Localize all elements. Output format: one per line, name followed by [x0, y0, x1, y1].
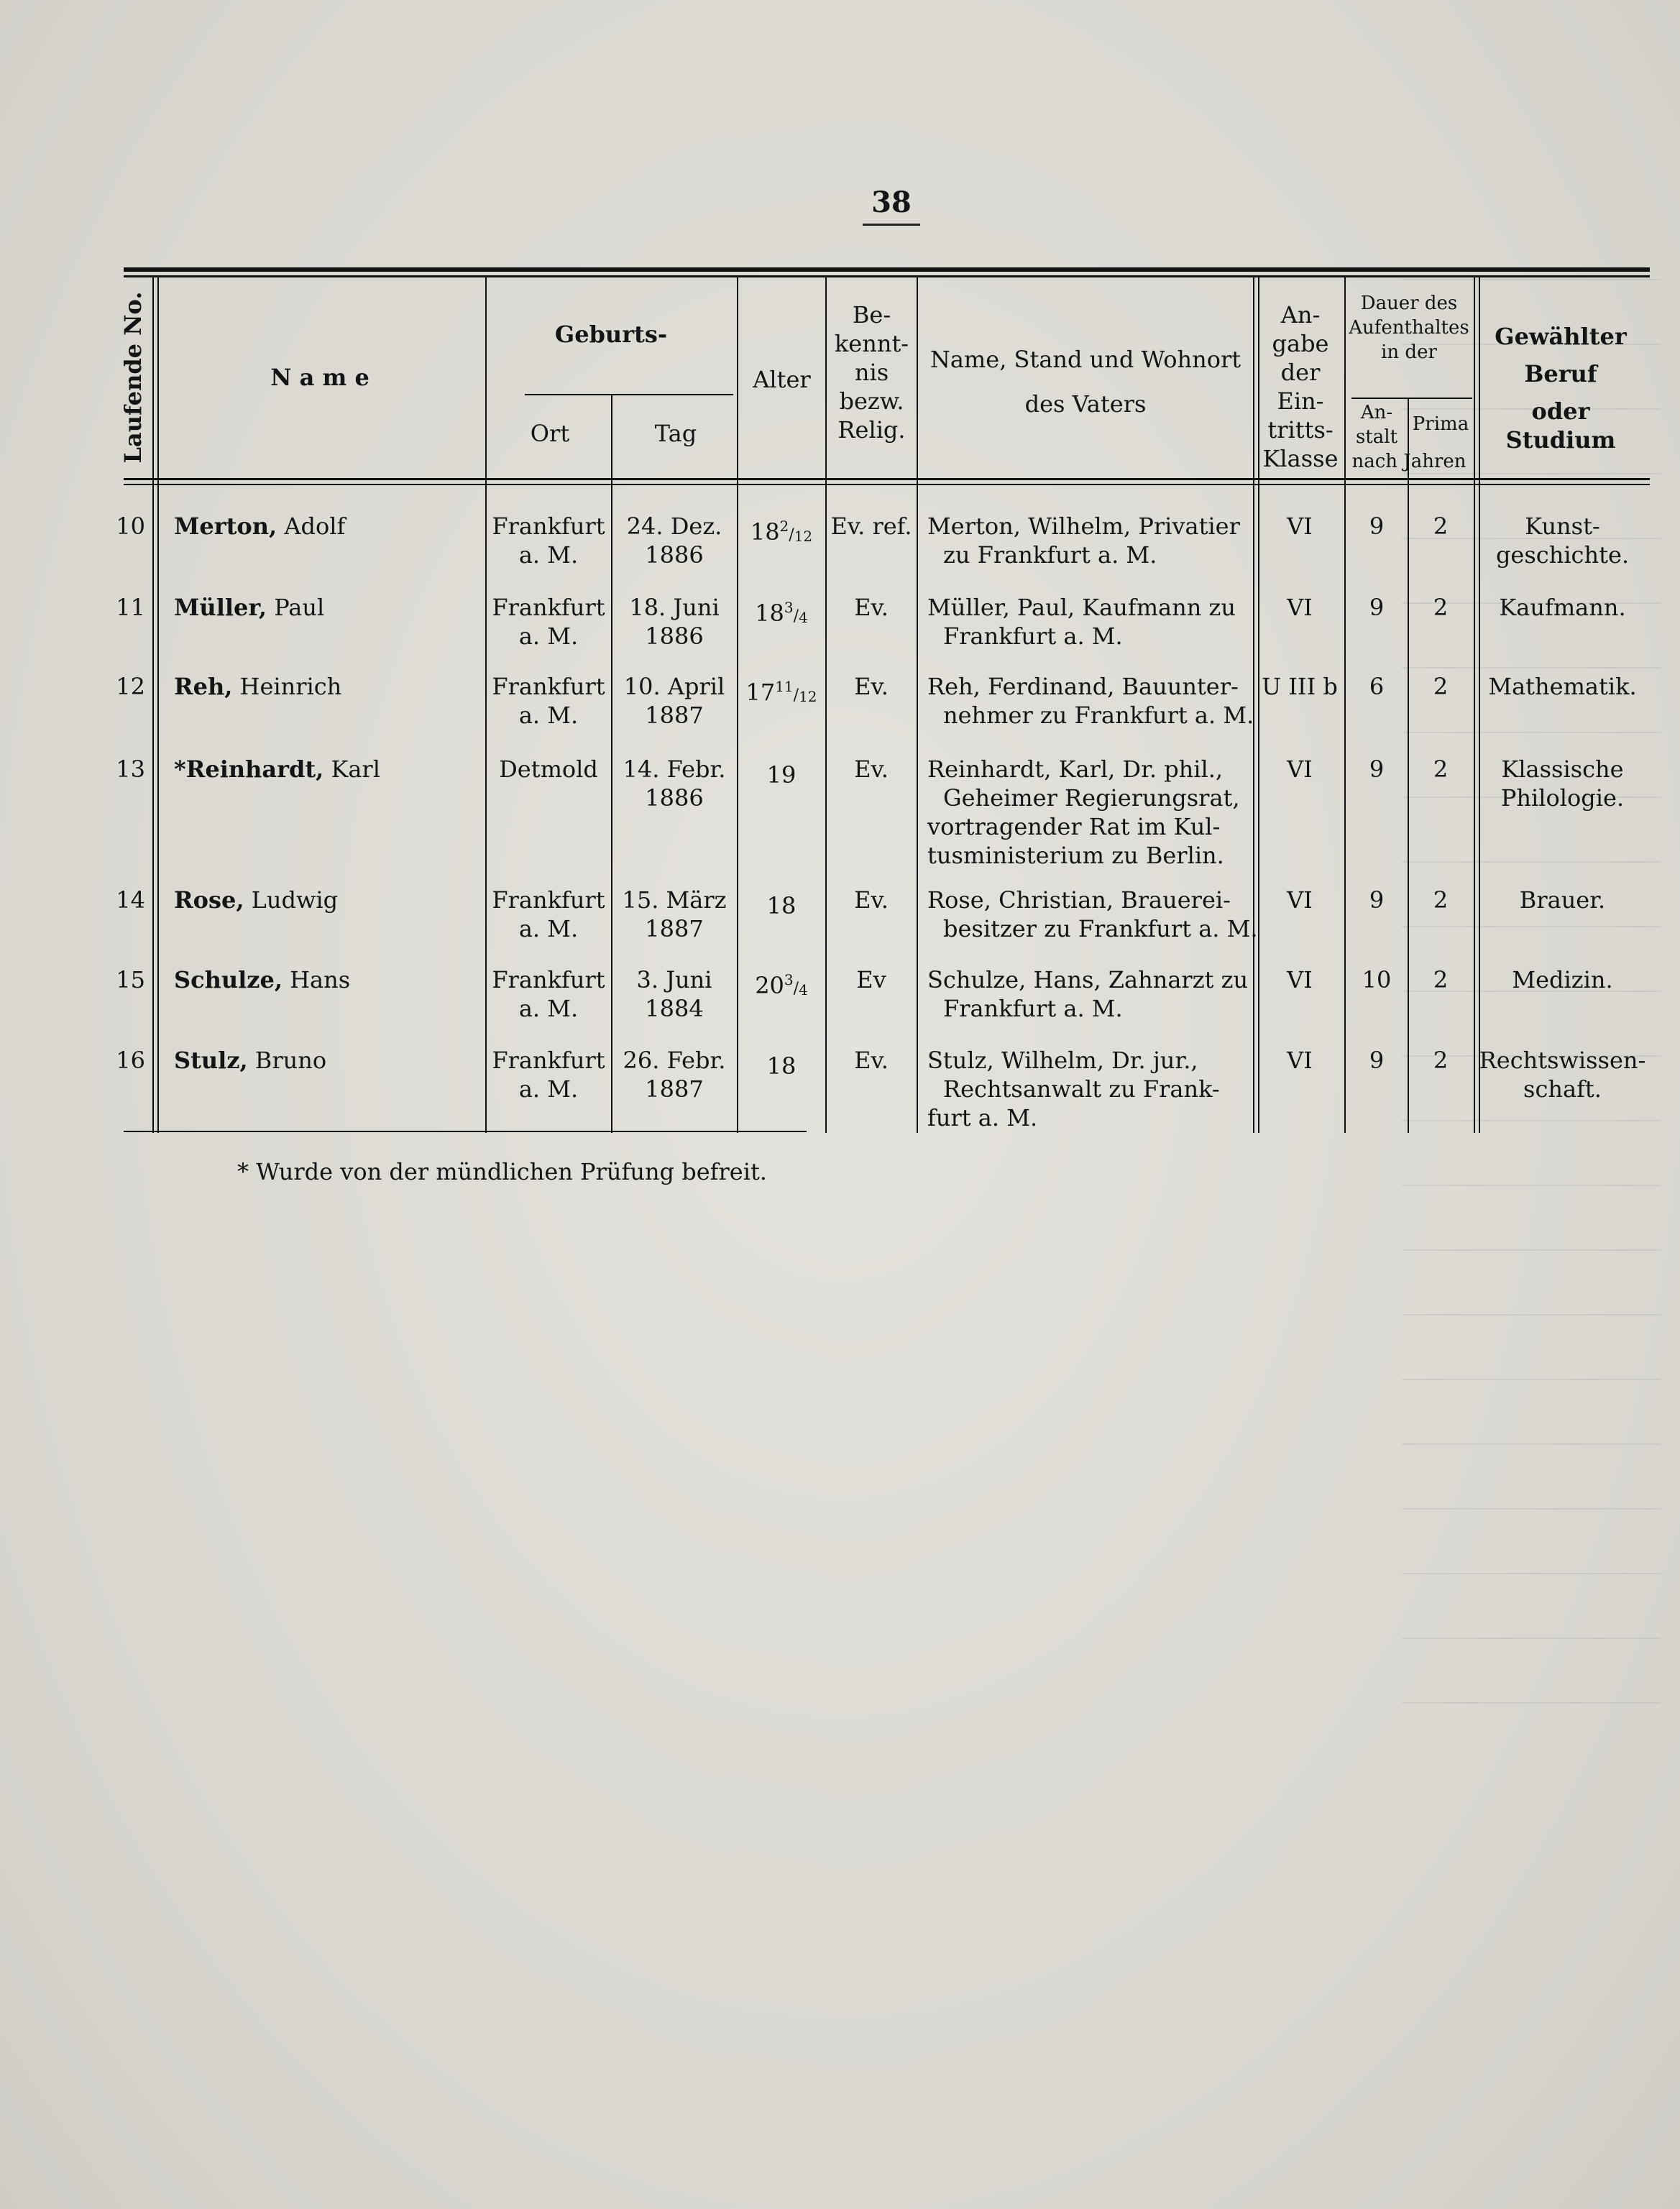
entry-class: VI: [1287, 513, 1313, 540]
student-name: Reh, Heinrich: [174, 673, 342, 700]
age-fraction-den: 12: [794, 528, 813, 545]
header-alter: Alter: [753, 366, 811, 393]
religion: Ev. ref.: [830, 513, 912, 540]
age-fraction-den: 12: [799, 688, 817, 705]
years-prima: 2: [1433, 513, 1449, 540]
birth-place: Detmold: [499, 756, 598, 783]
student-name: Merton, Adolf: [174, 513, 346, 540]
student-name: Rose, Ludwig: [174, 886, 339, 914]
header-bekenntnis: Be- kennt- nis bezw. Relig.: [834, 301, 909, 444]
row-number: 15: [116, 966, 145, 993]
birth-date: 26. Febr. 1887: [623, 1047, 726, 1103]
years-prima: 2: [1433, 756, 1449, 783]
age-fraction-slash: /: [793, 980, 799, 998]
header-vater: Name, Stand und Wohnort des Vaters: [929, 346, 1241, 418]
chosen-profession: Brauer.: [1519, 886, 1606, 914]
header-ort: Ort: [530, 420, 570, 447]
header-tag: Tag: [654, 420, 697, 447]
age: 18: [766, 892, 797, 919]
father-info: Rose, Christian, Brauerei- besitzer zu Frankfurt a. M.: [927, 886, 1258, 942]
col-divider: [917, 277, 918, 1133]
student-name: Stulz, Bruno: [174, 1047, 327, 1074]
age: $18^2/12$: [750, 518, 813, 546]
birth-date: 15. März 1887: [622, 886, 727, 942]
entry-class: VI: [1287, 594, 1313, 621]
years-school: 6: [1369, 673, 1385, 700]
age-fraction-slash: /: [793, 686, 799, 704]
years-school: 9: [1369, 756, 1385, 783]
entry-class: VI: [1287, 966, 1313, 993]
col-divider: [737, 277, 738, 1133]
age-fraction-num: 2: [779, 518, 789, 535]
header-anstalt: An- stalt: [1355, 402, 1398, 448]
dauer-underline: [1351, 398, 1472, 399]
age-fraction-num: 11: [775, 678, 794, 695]
header-nach-jahren: nach Jahren: [1351, 451, 1466, 472]
years-prima: 2: [1433, 966, 1449, 993]
birth-date: 14. Febr. 1886: [623, 756, 726, 812]
religion: Ev: [856, 966, 886, 993]
father-info: Müller, Paul, Kaufmann zu Frankfurt a. M.: [927, 594, 1236, 650]
row-number: 11: [116, 594, 145, 621]
birth-place: Frankfurt a. M.: [492, 513, 605, 569]
years-school: 9: [1369, 1047, 1385, 1074]
table-bottom-rule: [124, 1131, 807, 1132]
col-divider: [485, 277, 487, 1133]
header-klasse: An- gabe der Ein- tritts- Klasse: [1262, 301, 1339, 472]
header-dauer: Dauer des Aufenthaltes in der: [1349, 293, 1469, 363]
col-divider: [152, 277, 159, 1133]
chosen-profession: Kunst- geschichte.: [1495, 513, 1630, 569]
entry-class: VI: [1287, 886, 1313, 914]
religion: Ev.: [854, 756, 889, 783]
header-name: N a m e: [270, 364, 369, 391]
years-prima: 2: [1433, 1047, 1449, 1074]
age-fraction-num: 3: [784, 599, 794, 616]
header-bottom-rule: [124, 478, 1650, 480]
entry-class: VI: [1287, 756, 1313, 783]
chosen-profession: Klassische Philologie.: [1500, 756, 1625, 812]
age-fraction-num: 3: [784, 971, 794, 988]
entry-class: U III b: [1262, 673, 1338, 700]
father-info: Schulze, Hans, Zahnarzt zu Frankfurt a. M.: [927, 966, 1249, 1022]
header-geburts: Geburts-: [554, 321, 668, 348]
years-school: 10: [1362, 966, 1392, 993]
years-prima: 2: [1433, 673, 1449, 700]
birth-place: Frankfurt a. M.: [492, 594, 605, 650]
row-number: 14: [116, 886, 145, 914]
row-number: 12: [116, 673, 145, 700]
age-fraction-slash: /: [789, 526, 794, 544]
birth-date: 24. Dez. 1886: [626, 513, 722, 569]
years-school: 9: [1369, 513, 1385, 540]
chosen-profession: Rechtswissen- schaft.: [1479, 1047, 1646, 1103]
page-number: 38: [863, 185, 920, 226]
footnote: * Wurde von der mündlichen Prüfung befreit.: [237, 1158, 767, 1185]
age: 18: [766, 1052, 797, 1080]
religion: Ev.: [854, 886, 889, 914]
row-number: 13: [116, 756, 145, 783]
age: $17^{11}/12$: [745, 678, 817, 706]
header-beruf: Gewählter Beruf oder Studium: [1495, 323, 1627, 454]
religion: Ev.: [854, 673, 889, 700]
chosen-profession: Mathematik.: [1488, 673, 1637, 700]
birth-place: Frankfurt a. M.: [492, 673, 605, 729]
father-info: Reh, Ferdinand, Bauunter- nehmer zu Frankfurt a. M.: [927, 673, 1254, 729]
age: $20^3/4$: [755, 971, 808, 999]
header-prima: Prima: [1412, 413, 1469, 435]
chosen-profession: Kaufmann.: [1499, 594, 1626, 621]
birth-place: Frankfurt a. M.: [492, 1047, 605, 1103]
age-fraction-slash: /: [793, 607, 799, 625]
age: $18^3/4$: [755, 599, 808, 627]
table-top-rule: [124, 267, 1650, 272]
age: 19: [766, 761, 797, 789]
row-number: 10: [116, 513, 145, 540]
header-laufende-no: Laufende No.: [119, 291, 147, 464]
age-fraction-den: 4: [799, 981, 808, 998]
birth-date: 18. Juni 1886: [629, 594, 720, 650]
years-prima: 2: [1433, 594, 1449, 621]
father-info: Stulz, Wilhelm, Dr. jur., Rechtsanwalt zu Frank- furt a. M.: [927, 1047, 1220, 1131]
geburts-underline: [525, 394, 733, 395]
col-divider: [611, 395, 612, 1133]
religion: Ev.: [854, 1047, 889, 1074]
birth-date: 10. April 1887: [623, 673, 725, 729]
birth-place: Frankfurt a. M.: [492, 886, 605, 942]
table-top-rule-thin: [124, 275, 1650, 277]
years-prima: 2: [1433, 886, 1449, 914]
birth-date: 3. Juni 1884: [636, 966, 712, 1022]
student-name: *Reinhardt, Karl: [174, 756, 380, 783]
father-info: Merton, Wilhelm, Privatier zu Frankfurt a. M.: [927, 513, 1240, 569]
student-name: Schulze, Hans: [174, 966, 351, 993]
years-school: 9: [1369, 886, 1385, 914]
header-bottom-rule-thin: [124, 484, 1650, 485]
religion: Ev.: [854, 594, 889, 621]
chosen-profession: Medizin.: [1512, 966, 1613, 993]
age-fraction-den: 4: [799, 609, 808, 626]
years-school: 9: [1369, 594, 1385, 621]
student-name: Müller, Paul: [174, 594, 325, 621]
father-info: Reinhardt, Karl, Dr. phil., Geheimer Regierungsrat, vortragender Rat im Kul- tusministerium zu Berlin.: [927, 756, 1240, 869]
birth-place: Frankfurt a. M.: [492, 966, 605, 1022]
row-number: 16: [116, 1047, 145, 1074]
entry-class: VI: [1287, 1047, 1313, 1074]
